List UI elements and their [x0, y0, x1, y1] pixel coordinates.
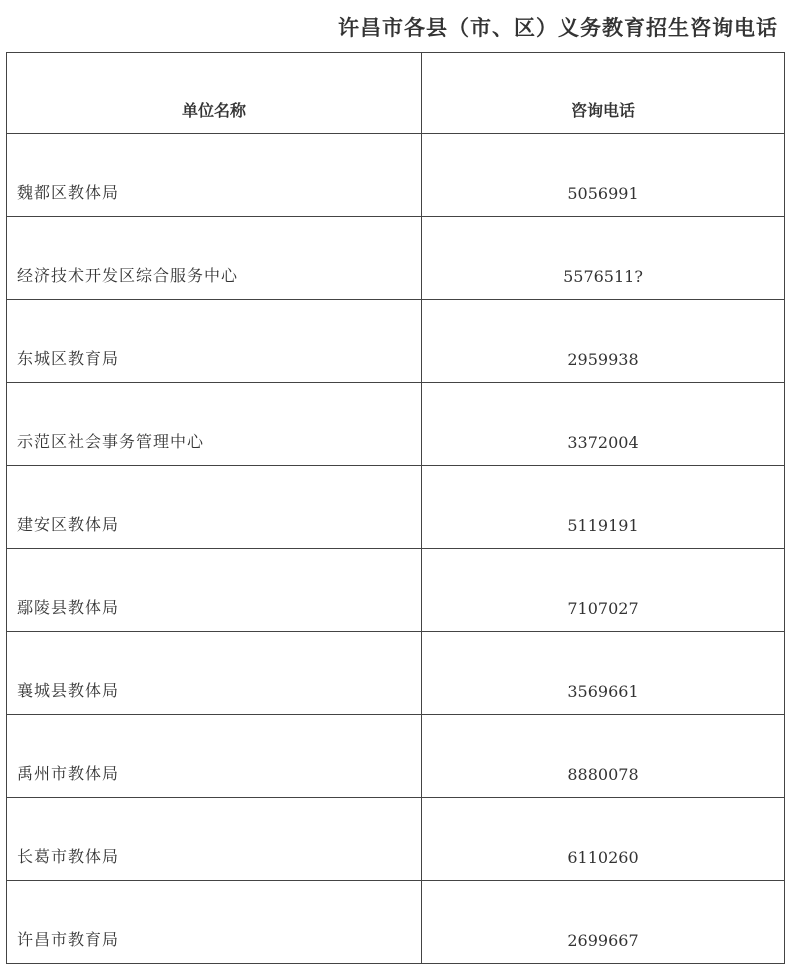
phone-number-cell: 6110260: [422, 798, 785, 881]
phone-number-cell: 5576511?: [422, 217, 785, 300]
unit-name-cell: 东城区教育局: [7, 300, 422, 383]
unit-name-cell: 长葛市教体局: [7, 798, 422, 881]
unit-name-cell: 经济技术开发区综合服务中心: [7, 217, 422, 300]
unit-name-cell: 襄城县教体局: [7, 632, 422, 715]
unit-name-cell: 示范区社会事务管理中心: [7, 383, 422, 466]
table-row: [7, 300, 785, 383]
table-row: [7, 715, 785, 798]
table-row: [7, 798, 785, 881]
document-title: 许昌市各县（市、区）义务教育招生咨询电话: [338, 15, 778, 40]
table-header-row: [7, 53, 785, 134]
column-header-unit: 单位名称: [7, 53, 422, 134]
table-row: [7, 881, 785, 964]
table-row: [7, 217, 785, 300]
unit-name-cell: 许昌市教育局: [7, 881, 422, 964]
contact-table: [6, 52, 785, 964]
table-row: [7, 383, 785, 466]
unit-name-cell: 建安区教体局: [7, 466, 422, 549]
phone-number-cell: 7107027: [422, 549, 785, 632]
unit-name-cell: 鄢陵县教体局: [7, 549, 422, 632]
column-header-phone: 咨询电话: [422, 53, 785, 134]
phone-number-cell: 2699667: [422, 881, 785, 964]
phone-number-cell: 8880078: [422, 715, 785, 798]
phone-number-cell: 5119191: [422, 466, 785, 549]
table-row: [7, 134, 785, 217]
unit-name-cell: 魏都区教体局: [7, 134, 422, 217]
unit-name-cell: 禹州市教体局: [7, 715, 422, 798]
table-row: [7, 632, 785, 715]
phone-number-cell: 3372004: [422, 383, 785, 466]
phone-number-cell: 5056991: [422, 134, 785, 217]
phone-number-cell: 3569661: [422, 632, 785, 715]
phone-number-cell: 2959938: [422, 300, 785, 383]
table-row: [7, 466, 785, 549]
table-row: [7, 549, 785, 632]
